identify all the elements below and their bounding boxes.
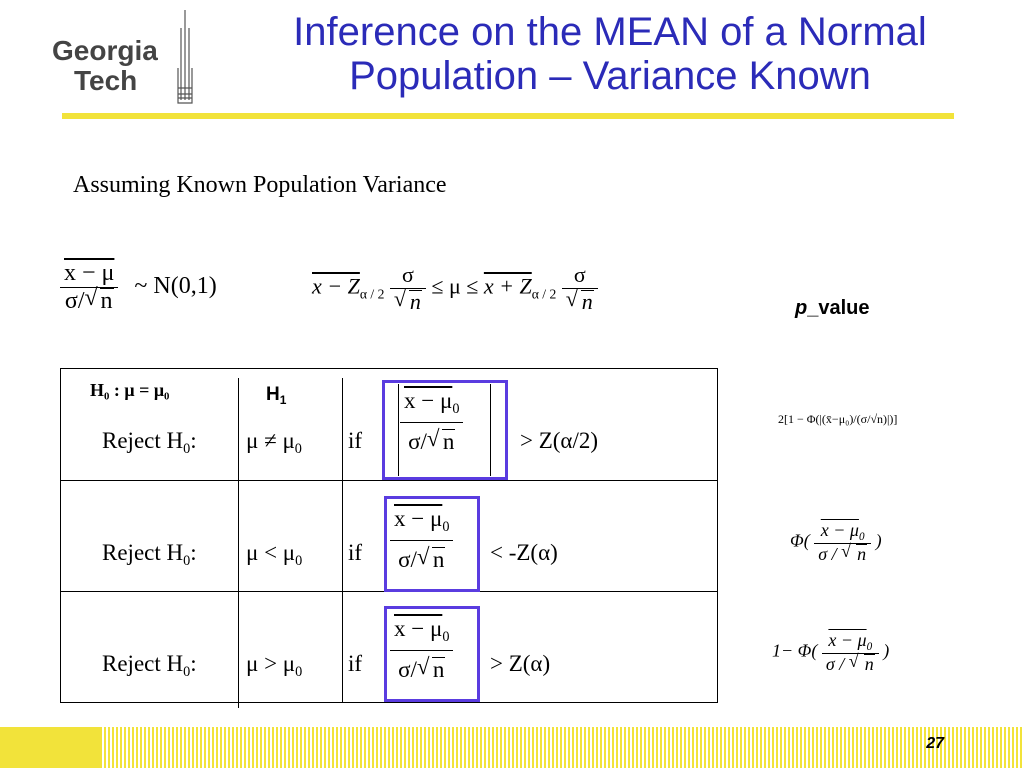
row3-stat-frac: $x - \mu_0$ σ/ √ n: [390, 616, 453, 683]
pval-row3-num-sub: 0: [866, 640, 873, 653]
ci-left: x − Z: [312, 273, 360, 299]
ci-n-1: n: [409, 289, 421, 314]
subtitle: Assuming Known Population Variance: [73, 172, 447, 198]
pivot-numerator: x − μ: [64, 260, 115, 286]
georgia-tech-logo: [50, 8, 205, 108]
row2-alt-text: μ < μ: [246, 540, 296, 565]
pval-row2-n: n: [857, 543, 867, 564]
tech-tower-icon: [178, 10, 192, 103]
title-line-1: Inference on the MEAN of a Normal: [293, 10, 927, 54]
ci-sub-2: α / 2: [531, 286, 557, 302]
row3-stat-n: n: [432, 656, 445, 682]
ci-formula: [312, 262, 598, 315]
row1-stat: [400, 388, 463, 455]
slide-title: [215, 10, 1005, 98]
row-divider-1: [60, 480, 718, 481]
row3-if: if: [348, 651, 363, 676]
ci-sub-1: α / 2: [359, 286, 385, 302]
row2-stat-frac: $x - \mu_0$ σ/ √ n: [390, 506, 453, 573]
pval-row3-den: σ /: [825, 653, 849, 674]
row1-colon: :: [190, 428, 197, 453]
row2-if: if: [348, 540, 363, 565]
row3-colon: :: [190, 651, 197, 676]
row3-alt-text: μ > μ: [246, 651, 296, 676]
pval-row3-frac: $x - \mu_0$ σ / √ n: [822, 630, 879, 675]
row2-compare: < -Z(α): [490, 540, 558, 565]
row3-reject: [102, 651, 197, 681]
row2-alt: [246, 540, 302, 570]
h0-header: H₀ : μ = μ₀: [90, 380, 170, 400]
title-underline: [62, 113, 954, 119]
row3-reject-label: Reject H: [102, 651, 184, 676]
row3-reject-sub: 0: [183, 663, 191, 680]
logo-text-line1: Georgia: [52, 35, 158, 66]
h1-letter: H: [266, 384, 280, 405]
pval-row3-prefix: 1− Φ(: [772, 640, 818, 661]
row3-stat-num: x − μ: [394, 616, 443, 641]
ci-n-2: n: [581, 289, 593, 314]
row1-stat-den: σ/: [408, 428, 427, 454]
row2-stat: [390, 506, 453, 573]
pivot-formula: [60, 260, 217, 315]
row1-reject-sub: 0: [183, 440, 191, 457]
row1-stat-num: x − μ: [404, 388, 453, 413]
row3-stat: [390, 616, 453, 683]
pval-row3: [772, 630, 889, 675]
pval-row2-prefix: Φ(: [790, 530, 810, 551]
row2-colon: :: [190, 540, 197, 565]
row1-stat-frac: $x - \mu_0$ σ/ √ n: [400, 388, 463, 455]
pval-row2-den: σ /: [818, 543, 842, 564]
row3-alt-sub: 0: [295, 663, 303, 680]
logo-text-line2: Tech: [74, 65, 138, 96]
row2-reject-sub: 0: [183, 552, 191, 569]
p-value-label: [795, 297, 869, 320]
footer-stripes: [0, 727, 1024, 768]
row1-alt: [246, 428, 302, 458]
pval-row3-n: n: [864, 653, 874, 674]
row1-reject: [102, 428, 197, 458]
row1-abs-right: [490, 384, 491, 476]
pivot-fraction: x − μ σ/ √ n: [60, 260, 118, 315]
row2-alt-sub: 0: [295, 552, 303, 569]
ci-frac-2: σ √ n: [562, 262, 598, 315]
pval-row2: [790, 520, 882, 565]
pval-row2-num-sub: 0: [858, 530, 865, 543]
h1-subscript: 1: [279, 393, 287, 407]
row2-stat-num-sub: 0: [442, 518, 450, 535]
pval-row2-frac: $x - \mu_0$ σ / √ n: [814, 520, 871, 565]
ci-mid: ≤ μ ≤: [431, 273, 479, 299]
ci-frac-1: σ √ n: [390, 262, 426, 315]
p-value-rest: _value: [807, 297, 870, 319]
row1-alt-sub: 0: [294, 440, 302, 457]
row2-stat-n: n: [432, 546, 445, 572]
row3-stat-num-sub: 0: [442, 628, 450, 645]
pval-row1: 2[1 − Φ(|(x̄−μ₀)/(σ/√n)|)]: [778, 412, 898, 426]
pval-row2-suffix: ): [875, 530, 882, 551]
pval-row3-suffix: ): [883, 640, 890, 661]
pval-row3-num: x − μ: [828, 630, 867, 650]
title-line-2: Population – Variance Known: [349, 54, 871, 98]
ci-sigma-1: σ: [390, 262, 426, 289]
row3-alt: [246, 651, 302, 681]
footer-solid-block: [0, 727, 102, 768]
row2-reject: [102, 540, 197, 570]
pivot-den-sigma: σ/: [64, 288, 85, 314]
h1-header: [266, 384, 286, 407]
row1-stat-num-sub: 0: [452, 400, 460, 417]
row1-alt-text: μ ≠ μ: [246, 428, 295, 453]
row3-compare: > Z(α): [490, 651, 551, 676]
ci-right: x + Z: [483, 273, 532, 299]
col-divider-1: [238, 378, 239, 708]
row1-compare: > Z(α/2): [520, 428, 599, 453]
pval-row2-num: x − μ: [820, 520, 859, 540]
row2-stat-num: x − μ: [394, 506, 443, 531]
row2-stat-den: σ/: [398, 546, 417, 572]
row1-stat-n: n: [442, 428, 455, 454]
row1-reject-label: Reject H: [102, 428, 184, 453]
row1-if: if: [348, 428, 363, 453]
row1-abs-left: [398, 384, 399, 476]
col-divider-2: [342, 378, 343, 703]
pivot-distribution: ~ N(0,1): [134, 273, 217, 300]
ci-sigma-2: σ: [562, 262, 598, 289]
row3-stat-den: σ/: [398, 656, 417, 682]
pivot-den-n: n: [100, 288, 113, 314]
row2-reject-label: Reject H: [102, 540, 184, 565]
page-number: 27: [926, 735, 944, 752]
p-value-p: p: [795, 297, 808, 319]
